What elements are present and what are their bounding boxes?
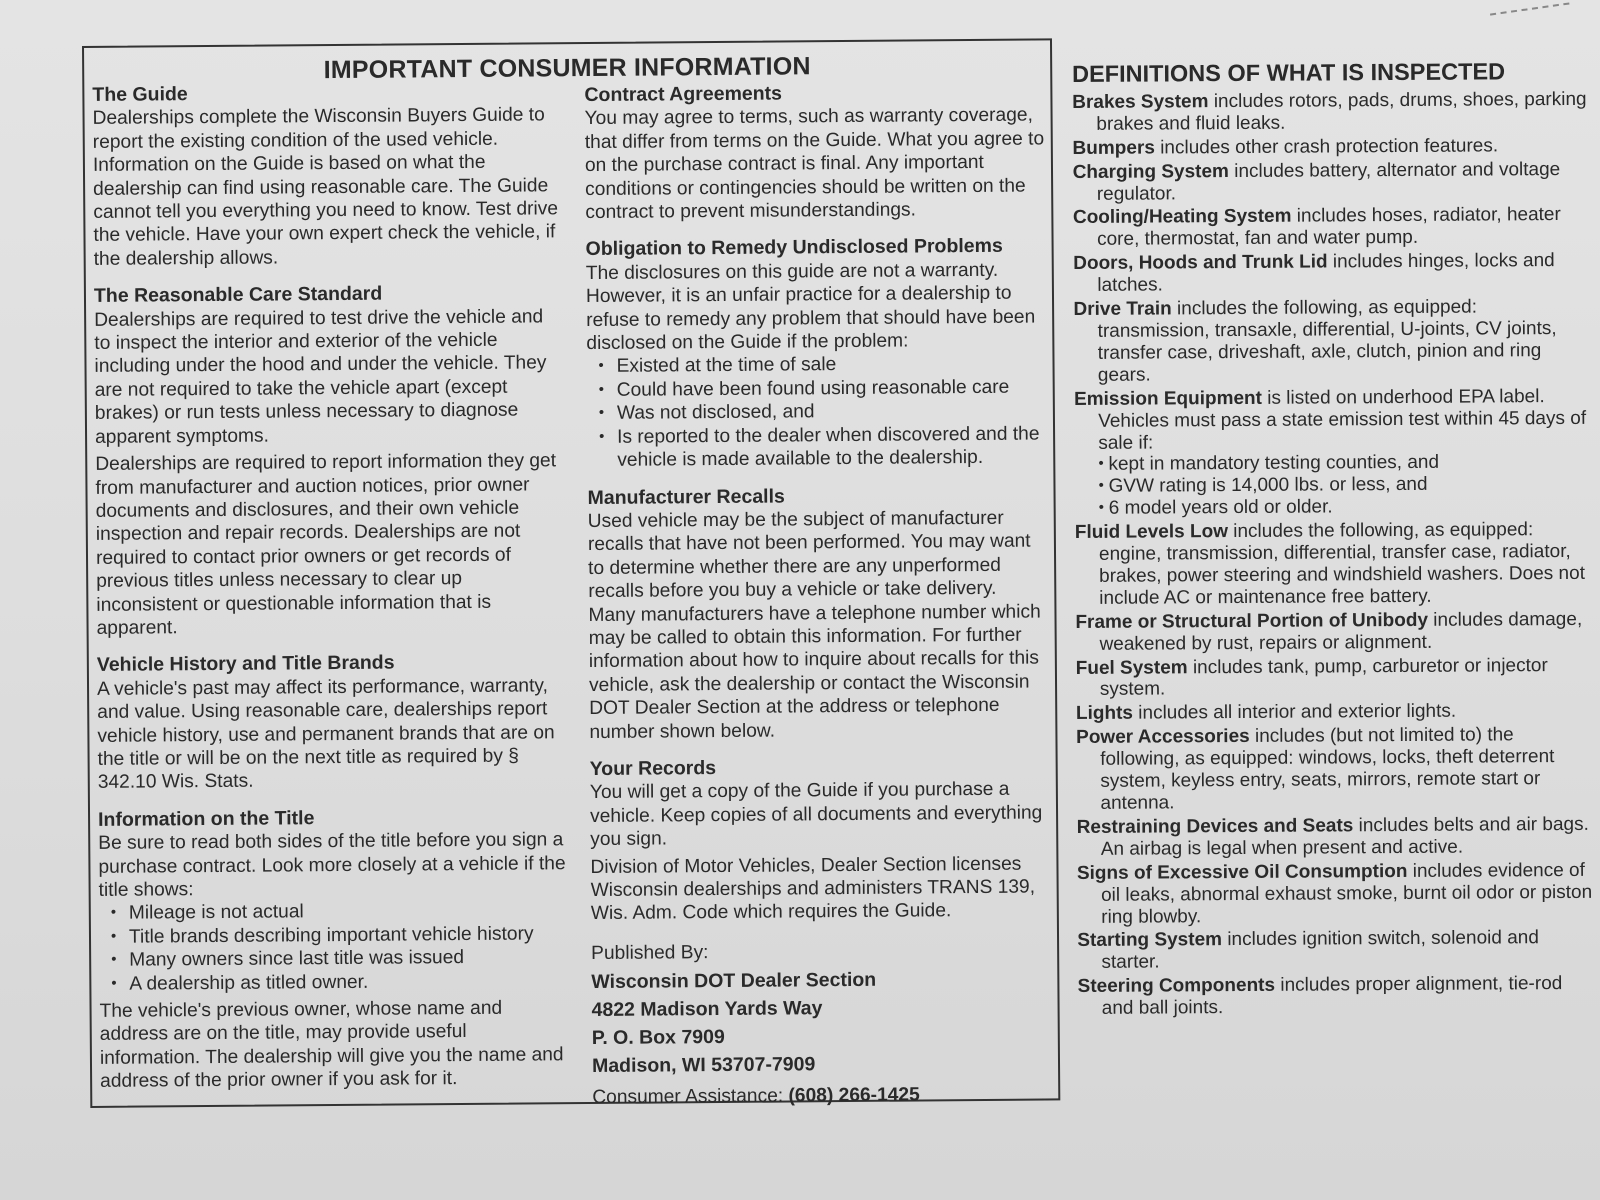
list-item: • Mileage is not actual: [99, 899, 569, 926]
publisher-city: Madison, WI 53707-7909: [591, 1053, 816, 1077]
definition-text: includes the following, as equipped: engine, transmission, differential, transfer case, radiator, brakes, power steering and windshield washers. Does not include AC or maintenance free battery.: [1098, 519, 1586, 609]
definition-text: includes (but not limited to) the following, as equipped: windows, locks, theft deterrent system, keyless entry, seats, mirrors, remote start or antenna.: [1100, 724, 1555, 814]
section-heading: Contract Agreements: [584, 82, 783, 107]
section-heading: The Reasonable Care Standard: [93, 282, 383, 308]
section-text: Be sure to read both sides of the title before you sign a purchase contract. Look more closely at a vehicle if the title shows:: [98, 829, 566, 901]
definition-item: [1076, 700, 1596, 725]
definition-term: Fluid Levels Low: [1074, 521, 1229, 544]
definition-text: includes the following, as equipped: transmission, transaxle, differential, U-joints, CV joints, transfer case, driveshaft, axle, clutch, pinion and ring gears.: [1097, 296, 1557, 386]
section-text: Used vehicle may be the subject of manufacturer recalls that have not been performed. You may want to determine whether there are any unperformed recalls before you buy a vehicle or take delivery. Many manufacturers have a telephone number which may be called to obtain this information. For further information about how to inquire about recalls for this vehicle, ask the dealership or contact the Wisconsin DOT Dealer Section at the address or telephone number shown below.: [587, 507, 1041, 743]
definition-text: includes tank, pump, carburetor or injector system.: [1099, 654, 1548, 701]
assist-phone: (608) 266-1425: [788, 1084, 920, 1107]
definition-item: [1076, 724, 1597, 815]
published-label: Published By:: [591, 941, 709, 964]
definitions-title: DEFINITIONS OF WHAT IS INSPECTED: [1071, 58, 1506, 87]
definition-item: [1073, 204, 1593, 251]
definition-text: is listed on underhood EPA label. Vehicles must pass a state emission test within 45 days of sale if:: [1098, 385, 1587, 454]
definition-text: includes battery, alternator and voltage regulator.: [1096, 158, 1561, 205]
list-item: • kept in mandatory testing counties, and: [1098, 451, 1594, 476]
definition-term: Starting System: [1077, 929, 1223, 952]
publisher-street: 4822 Madison Yards Way: [591, 997, 823, 1021]
section-heading: The Guide: [92, 83, 188, 106]
definition-text: includes rotors, pads, drums, shoes, parking brakes and fluid leaks.: [1096, 88, 1587, 135]
list-item: • Was not disclosed, and: [587, 399, 1047, 426]
section-the-guide: [92, 80, 563, 271]
definition-term: Cooling/Heating System: [1072, 206, 1292, 229]
section-text: Dealerships complete the Wisconsin Buyers Guide to report the existing condition of the used vehicle. Information on the Guide is based on what the dealership can find using reasonable care. The Guide cannot tell you everything you need to know. Test drive the vehicle. Have your own expert check the vehicle, if the dealership allows.: [92, 104, 559, 270]
definition-item: [1078, 973, 1598, 1020]
list-item: • Is reported to the dealer when discovered and the vehicle is made available to the dealership.: [587, 422, 1047, 472]
definition-text: includes belts and air bags. An airbag is legal when present and active.: [1100, 813, 1589, 860]
definition-term: Power Accessories: [1076, 726, 1250, 749]
definition-text: includes all interior and exterior lights.: [1138, 701, 1457, 724]
emission-bullet-list: [1098, 451, 1594, 520]
list-item: • Could have been found using reasonable care: [587, 375, 1047, 402]
definition-text: includes damage, weakened by rust, repairs or alignment.: [1099, 608, 1583, 655]
section-text: The vehicle's previous owner, whose name and address are on the title, may provide useful information. The dealership will give you the name and address of the prior owner if you ask for it.: [99, 997, 564, 1093]
definition-term: Brakes System: [1072, 91, 1209, 113]
section-text: The disclosures on this guide are not a warranty. However, it is an unfair practice for a dealership to refuse to remedy any problem that should have been disclosed on the Guide if the problem:: [585, 259, 1036, 355]
consumer-assistance: [592, 1082, 1052, 1109]
list-item: • GVW rating is 14,000 lbs. or less, and: [1099, 473, 1595, 498]
definition-item: [1077, 814, 1597, 861]
list-item: • A dealership as titled owner.: [99, 969, 569, 996]
obligation-bullet-list: [586, 352, 1047, 473]
definitions-column: [1071, 58, 1598, 1022]
middle-column: [584, 80, 1052, 1123]
definition-term: Signs of Excessive Oil Consumption: [1076, 860, 1408, 884]
definition-term: Frame or Structural Portion of Unibody: [1075, 609, 1429, 633]
section-title-info: [98, 805, 570, 1094]
definition-item: [1072, 89, 1592, 136]
section-text: You may agree to terms, such as warranty coverage, that differ from terms on the Guide. What you agree to on the purchase contract is final. Any important conditions or contingencies should be written on the contract to prevent misunderstandings.: [584, 104, 1045, 224]
definition-text: includes hinges, locks and latches.: [1097, 250, 1555, 297]
published-by-block: [591, 936, 1052, 1109]
definition-term: Fuel System: [1075, 656, 1188, 679]
definition-item: [1076, 654, 1596, 701]
section-text: Dealerships are required to report information they get from manufacturer and auction notices, prior owner documents and disclosures, and their own vehicle inspection and repair records. Dealerships are not required to contact prior owners or get records of previous titles unless necessary to clear up inconsistent or questionable information that is apparent.: [95, 450, 557, 639]
definition-term: Bumpers: [1072, 137, 1155, 159]
section-heading: Vehicle History and Title Brands: [96, 651, 395, 677]
pencil-mark: [1490, 2, 1570, 19]
definition-text: includes other crash protection features.: [1160, 135, 1499, 159]
section-heading: Your Records: [589, 757, 717, 781]
list-item: • Many owners since last title was issued: [99, 945, 569, 972]
consumer-info-box: [82, 38, 1060, 1108]
section-text: Dealerships are required to test drive the vehicle and to inspect the interior and exterior of the vehicle including under the hood and under the vehicle. They are not required to take the vehicle apart (except brakes) or run tests unless necessary to diagnose apparent symptoms.: [94, 306, 547, 448]
section-heading: Information on the Title: [97, 806, 315, 831]
section-text: Division of Motor Vehicles, Dealer Section licenses Wisconsin dealerships and administers TRANS 139, Wis. Adm. Code which requires the Guide.: [590, 853, 1036, 925]
section-recalls: [587, 483, 1049, 744]
box-title: IMPORTANT CONSUMER INFORMATION: [323, 52, 811, 85]
section-text: A vehicle's past may affect its performance, warranty, and value. Using reasonable care, dealerships report vehicle history, use and permanent brands that are on the title or will be on the next title as required by § 342.10 Wis. Stats.: [96, 675, 555, 794]
section-contract: [584, 80, 1045, 224]
definition-term: Steering Components: [1077, 975, 1276, 998]
publisher-name: Wisconsin DOT Dealer Section: [591, 968, 877, 993]
definition-text: includes proper alignment, tie-rod and ball joints.: [1101, 973, 1563, 1019]
section-records: [590, 754, 1051, 925]
section-heading: Obligation to Remedy Undisclosed Problems: [585, 235, 1003, 261]
definition-term: Doors, Hoods and Trunk Lid: [1073, 251, 1328, 275]
definition-term: Lights: [1075, 703, 1134, 725]
definition-term: Drive Train: [1073, 298, 1172, 321]
section-reasonable-care: [94, 281, 567, 640]
section-obligation: [586, 235, 1048, 473]
definition-item: [1072, 135, 1592, 160]
section-text: You will get a copy of the Guide if you purchase a vehicle. Keep copies of all documents and everything you sign.: [589, 779, 1043, 851]
definition-item: [1077, 860, 1597, 929]
assist-label: Consumer Assistance:: [592, 1085, 784, 1108]
section-vehicle-history: [97, 651, 568, 795]
definition-term: Emission Equipment: [1073, 387, 1263, 410]
list-item: • Title brands describing important vehicle history: [99, 922, 569, 949]
list-item: • 6 model years old or older.: [1099, 495, 1595, 520]
list-item: • Existed at the time of sale: [586, 352, 1046, 379]
definition-text: includes ignition switch, solenoid and starter.: [1101, 927, 1539, 974]
definition-item: [1073, 296, 1594, 387]
definition-term: Charging System: [1072, 160, 1229, 183]
definition-text: includes evidence of oil leaks, abnormal exhaust smoke, burnt oil odor or piston ring blowby.: [1101, 859, 1593, 928]
title-bullet-list: [99, 899, 570, 996]
definition-item: [1073, 250, 1593, 297]
definition-term: Restraining Devices and Seats: [1076, 815, 1354, 838]
left-column: [92, 80, 570, 1107]
section-heading: Manufacturer Recalls: [587, 484, 785, 509]
definition-item: [1075, 609, 1595, 656]
definition-item: [1077, 927, 1597, 974]
definition-text: includes hoses, radiator, heater core, thermostat, fan and water pump.: [1097, 204, 1561, 251]
definition-item: [1073, 158, 1593, 205]
definition-item: [1075, 519, 1596, 610]
definition-item: [1074, 386, 1595, 521]
publisher-po-box: P. O. Box 7909: [591, 1025, 725, 1049]
